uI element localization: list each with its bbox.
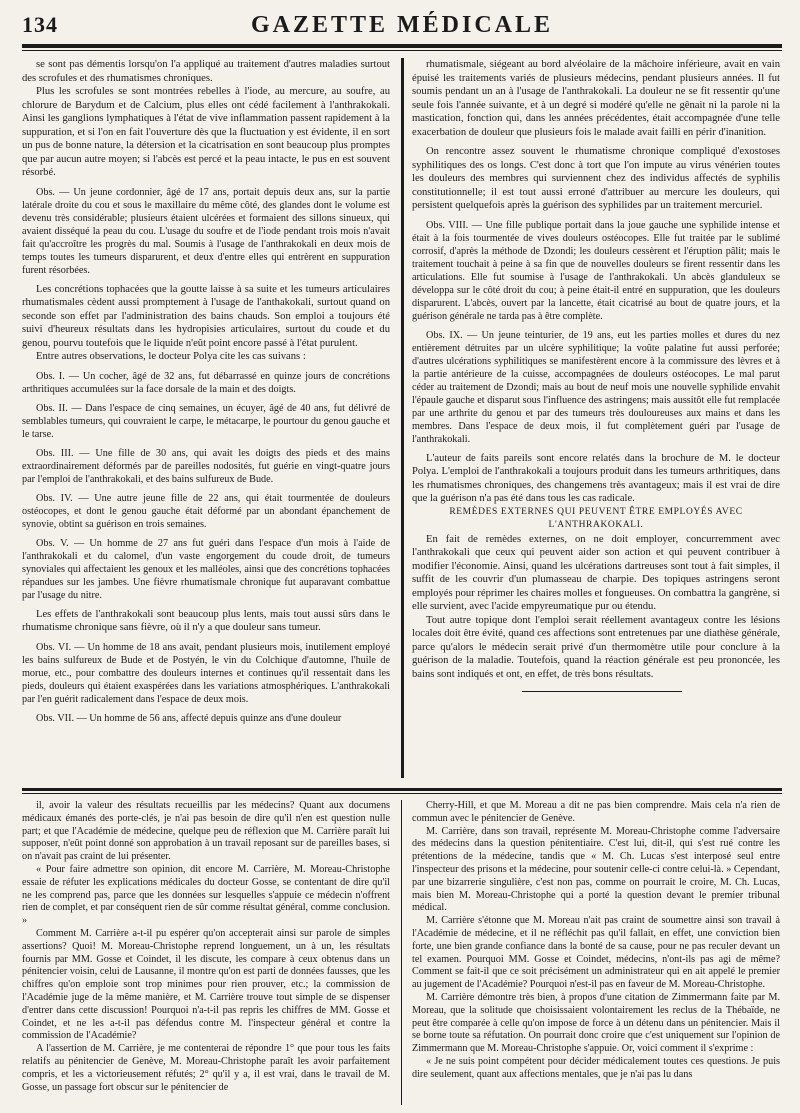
section-end-rule xyxy=(522,691,682,692)
observation: Obs. III. — Une fille de 30 ans, qui avait les doigts des pieds et des mains extraordinairement déformés par de pareilles nodosités, fut guérie en vingt-quatre jours par l'emploi de l'anthrakokali, et des bains sulfureux de Bude. xyxy=(22,447,390,485)
journal-title: GAZETTE MÉDICALE xyxy=(250,12,554,38)
paragraph: se sont pas démentis lorsqu'on l'a appliqué au traitement d'autres maladies surtout des scrofules et des rhumatismes chroniques. xyxy=(22,59,390,84)
observation: Obs. IV. — Une autre jeune fille de 22 ans, qui était tourmentée de douleurs ostéocopes, et dont le genou gauche était déformé par un abondant épanchement de synovie, obtint sa guérison en trois semaines. xyxy=(22,492,390,530)
observation: Obs. — Un jeune cordonnier, âgé de 17 ans, portait depuis deux ans, sur la partie latérale droite du cou et sous le maxillaire du même côté, des glandes dont le volume est devenu très considérable; plusieurs étaient ulcérées et formaient des sillons sinueux, qui avaient disséqué la peau du cou. L'usage du soufre et de l'iode pendant trois mois n'avait fait qu'accroître les progrès du mal. Soumis à l'usage de l'anthrakokali en deux mois de temps toutes les tumeurs disparurent, et deux d'entre elles qui entrèrent en suppuration furent résorbées. xyxy=(22,186,390,276)
paragraph: rhumatismale, siégeant au bord alvéolaire de la mâchoire inférieure, avait en vain épuisé les traitements variés de plusieurs médecins, pendant plusieurs années. Il fut soumis pendant un an à l'usage de l'anthrakokali. La douleur ne se fit ressentir qu'une seule fois l'année suivante, et à un degré si modéré qu'elle ne gênait ni la parole ni la mastication, fonction qui, dans les années précédentes, était accompagnée d'une telle exacerbation de douleur que plusieurs fois le malade avait failli en périr d'inanition. xyxy=(412,59,780,138)
paragraph: il, avoir la valeur des résultats recueillis par les médecins? Quant aux documens médicaux émanés des porte-clés, je n'ai pas besoin de dire qu'il n'en est question nulle part; et que l'Académie de médecine, quelque peu de réflexion que M. Carrière paraît lui supposer, n'eût point donné son approbation à un travail reposant sur de pareilles bases, si on n'avait pas craint de lui présenter. xyxy=(22,800,390,863)
paragraph: Plus les scrofules se sont montrées rebelles à l'iode, au mercure, au soufre, au chlorure de Barydum et de Calcium, plus elles ont cédé facilement à l'anthrakokali. Ainsi les ganglions lymphatiques à l'état de vive inflammation passent rapidement à la suppuration, et si l'on en fait l'ouverture dès que la fluctuation y est évidente, il en sort un pus de bonne nature, la détersion et la cicatrisation en sont beaucoup plus promptes que par aucun autre moyen; si l'abcès est percé et la peau intacte, le pus en est souvent résorbé. xyxy=(22,86,390,178)
paragraph: A l'assertion de M. Carrière, je me contenterai de répondre 1° que pour tous les faits relatifs au pénitencier de Genève, M. Moreau-Christophe paraît les avoir parfaitement compris, et les a victorieusement réfutés; 2° qu'il y a, il est vrai, dans le travail de M. Gosse, un passage fort obscur sur le pénitencier de xyxy=(22,1043,390,1093)
paragraph: « Pour faire admettre son opinion, dit encore M. Carrière, M. Moreau-Christophe essaie de réfuter les explications médicales du docteur Gosse, se contentant de dire qu'il ne les comprend pas, parce que les données sur lesquelles s'appuie ce médecin n'offrent rien de complet, et par conséquent rien de sûr comme résultat général, comme conclusion. » xyxy=(22,863,390,927)
paragraph: M. Carrière démontre très bien, à propos d'une citation de Zimmermann faite par M. Moreau, que la solitude que choisissaient volontairement les reclus de la Thébaïde, ne peut être comparée à celle qu'on impose de force à un détenu dans un pénitencier. Mais il se borne toute sa réfutation. On pourrait donc croire que c'est uniquement sur l'opinion de Zimmermann que M. Moreau-Christophe s'appuie. Or, voici comment il s'exprime : xyxy=(412,991,780,1055)
feuilleton-rule-thin xyxy=(22,793,782,794)
section-heading: REMÈDES EXTERNES QUI PEUVENT ÊTRE EMPLOYÉS AVEC L'ANTHRAKOKALI. xyxy=(449,506,743,530)
paragraph: En fait de remèdes externes, on ne doit employer, concurremment avec l'anthrakokali que ceux qui peuvent aider son action et qui peuvent contribuer à modifier l'économie. Ainsi, quand les ulcérations dartreuses sont tout à fait simples, il suffit de les couvrir d'un plumasseau de charpie. Des topiques astringens seront employés pour réprimer les chaires molles et fongueuses. On combattra la gangrène, si elle survient, avec l'acide empyreumatique pur ou étendu. xyxy=(412,533,780,612)
feuilleton-rule-thick xyxy=(22,788,782,791)
column-right-top xyxy=(412,58,780,780)
observation: Obs. VIII. — Une fille publique portait dans la joue gauche une syphilide intense et était à la fois tourmentée de vives douleurs ostéocopes. Elle fut traitée par le sublimé corrosif, d'après la méthode de Dzondi; les douleurs cessèrent et l'éruption pâlit; mais le traitement touchait à peine à sa fin que de nouvelles douleurs se firent ressentir dans les articulations. Elle fut soumise à l'usage de l'anthrakokali. Un abcès glanduleux se développa sur le côté droit du cou; à peine était-il entré en suppuration, que les douleurs disparurent. L'abcès, ouvert par la lancette, était cicatrisé au bout de quatre jours, et la guérison générale ne tarda pas à être complète. xyxy=(412,219,780,322)
bottom-column-divider xyxy=(401,800,402,1105)
observation: Obs. VI. — Un homme de 18 ans avait, pendant plusieurs mois, inutilement employé les bains sulfureux de Bude et de Postyén, le vin du Colchique d'automne, l'huile de morue, etc., pour combattre des douleurs internes et continues qu'il ressentait dans les pieds, douleurs qui étaient exaspérées dans les variations atmosphériques. L'anthrakokali par l'en guérit radicalement dans l'espace de deux mois. xyxy=(22,641,390,705)
column-divider xyxy=(401,58,404,778)
paragraph: M. Carrière, dans son travail, représente M. Moreau-Christophe comme l'adversaire des médecins dans la question pénitentiaire. C'est lui, dit-il, qui s'est rué contre les prétentions de la médecine, tandis que « M. Ch. Lucas s'est interposé seul entre l'inspecteur des prisons et la médecine, pour soutenir celle-ci contre celui-là. » Cependant, par une bizarrerie singulière, c'est non pas, comme on pourrait le croire, M. Ch. Lucas, mais bien M. Moreau-Christophe qui a porté la question devant le premier tribunal médical. xyxy=(412,825,780,914)
paragraph: Cherry-Hill, et que M. Moreau a dit ne pas bien comprendre. Mais cela n'a rien de commun avec le pénitencier de Genève. xyxy=(412,800,780,824)
header-rule-thin xyxy=(22,50,782,51)
observation: Obs. IX. — Un jeune teinturier, de 19 ans, eut les parties molles et dures du nez entièrement détruites par un ulcère syphilitique; la voûte palatine fut aussi perforée; d'autres ulcérations syphilitiques se manifestèrent encore à la commissure des lèvres et à la partie antérieure de la cuisse, accompagnées de douleurs ostéocopes. Le mal parut céder au traitement de Dzondi; mais au bout de neuf mois une nouvelle syphilide envahit l'épaule gauche et disparut sous l'influence des astringens; mais aussitôt elle fut remplacée par une arthrite du genou et par des tumeurs très douloureuses aux mains et dans les membres. Dans l'espace de deux mois, il fut complètement guéri par l'usage de l'anthrakokali. xyxy=(412,329,780,445)
paragraph: Tout autre topique dont l'emploi serait réellement avantageux contre les lésions locales doit être évité, quand ces affections sont entretenues par une diathèse générale, parce qu'alors le médecin serait privé d'un thermomètre utile pour conclure à la guérison de la maladie. Toutefois, quand la réaction générale est peu prononcée, les bains sont indiqués et ont, en effet, de très bons résultats. xyxy=(412,614,780,680)
column-left-top xyxy=(22,58,390,780)
observation: Obs. VII. — Un homme de 56 ans, affecté depuis quinze ans d'une douleur xyxy=(36,712,342,724)
paragraph: Comment M. Carrière a-t-il pu espérer qu'on accepterait ainsi sur parole de simples assertions? Quoi! M. Moreau-Christophe reprend longuement, un à un, les résultats fournis par MM. Gosse et Coindet, il les discute, les compare à ceux obtenus dans un pénitencier voisin, celui de Lausanne, il montre qu'on est parti de données fausses, que les chiffres qu'on emploie sont trop minimes pour rien prouver, etc.; la commission de l'Académie juge de la même manière, et M. Carrière trouve tout simple de se dispenser d'entrer dans cette discussion! Pourquoi n'a-t-il pas repris les chiffres de MM. Gosse et Coindet, et ne les a-t-il pas défendus contre M. l'inspecteur général et contre la commission de l'Académie? xyxy=(22,927,390,1042)
paragraph: « Je ne suis point compétent pour décider médicalement toutes ces questions. Je puis dire seulement, quant aux affections mentales, que je n'ai pas lu dans xyxy=(412,1055,780,1080)
header-rule-thick xyxy=(22,44,782,48)
paragraph: M. Carrière s'étonne que M. Moreau n'ait pas craint de soumettre ainsi son travail à l'Académie de médecine, et il ne réfléchit pas qu'il fallait, en effet, une conviction bien forte, une bien grande confiance dans la bonté de sa cause, pour ne pas reculer devant un tel examen. Pourquoi MM. Gosse et Coindet, médecins, n'ont-ils pas agi de même? Comment se fait-il que ce soit précisément un administrateur qui en ait appelé le premier au jugement de l'Académie? Pourquoi n'est-il pas en faveur de M. Moreau-Christophe. xyxy=(412,915,780,991)
column-left-bottom xyxy=(22,800,390,1105)
column-right-bottom xyxy=(412,800,780,1105)
paragraph: Les effets de l'anthrakokali sont beaucoup plus lents, mais tout aussi sûrs dans le rhumatisme chronique sans fièvre, où il n'y a que douleur sans tumeur. xyxy=(22,608,390,633)
observation: Obs. II. — Dans l'espace de cinq semaines, un écuyer, âgé de 40 ans, fut délivré de semblables tumeurs, qui couvraient le carpe, le métacarpe, le pourtour du genou gauche et le tarse. xyxy=(22,402,390,440)
paragraph: Les concrétions tophacées que la goutte laisse à sa suite et les tumeurs articulaires rhumatismales cèdent aussi promptement à l'usage de l'anthakokali, surtout quand on seconde son effet par l'administration des bains chauds. Son emploi a toujours été suivi d'heureux résultats dans les hydropisies articulaires, surtout du coude et du genou, pourvu toutefois que le liquide n'eût point encore passé à l'état purulent. xyxy=(22,283,390,349)
paragraph: On rencontre assez souvent le rhumatisme chronique compliqué d'exostoses syphilitiques des os longs. C'est donc à tort que l'on impute au virus vénérien toutes les douleurs des membres qui surviennent chez des individus affectés de syphilis constitutionnelle; il est tout aussi erroné d'attribuer au mercure les douleurs, qui persistent quelquefois après la guérison des syphilides par un traitement mercuriel. xyxy=(412,146,780,211)
paragraph: Entre autres observations, le docteur Polya cite les cas suivans : xyxy=(36,351,306,362)
page-number: 134 xyxy=(22,12,58,37)
paragraph: L'auteur de faits pareils sont encore relatés dans la brochure de M. le docteur Polya. L'emploi de l'anthrakokali a toujours produit dans les tumeurs arthritiques, dans les rhumatismes chroniques, des changemens très avantageux; mais il est vrai de dire que la guérison n'a pas été dans tous les cas radicale. xyxy=(412,452,780,504)
observation: Obs. V. — Un homme de 27 ans fut guéri dans l'espace d'un mois à l'aide de l'anthrakokali et du calomel, d'un vaste engorgement du coude droit, de tumeurs synoviales qui affectaient les genoux et les malléoles, ainsi que des concrétions tophacées répandues sur les jambes. Une fièvre rhumatismale chronique fut auparavant combattue par l'usage du nitre. xyxy=(22,537,390,601)
observation: Obs. I. — Un cocher, âgé de 32 ans, fut débarrassé en quinze jours de concrétions arthritiques accumulées sur la face dorsale de la main et des doigts. xyxy=(22,370,390,395)
